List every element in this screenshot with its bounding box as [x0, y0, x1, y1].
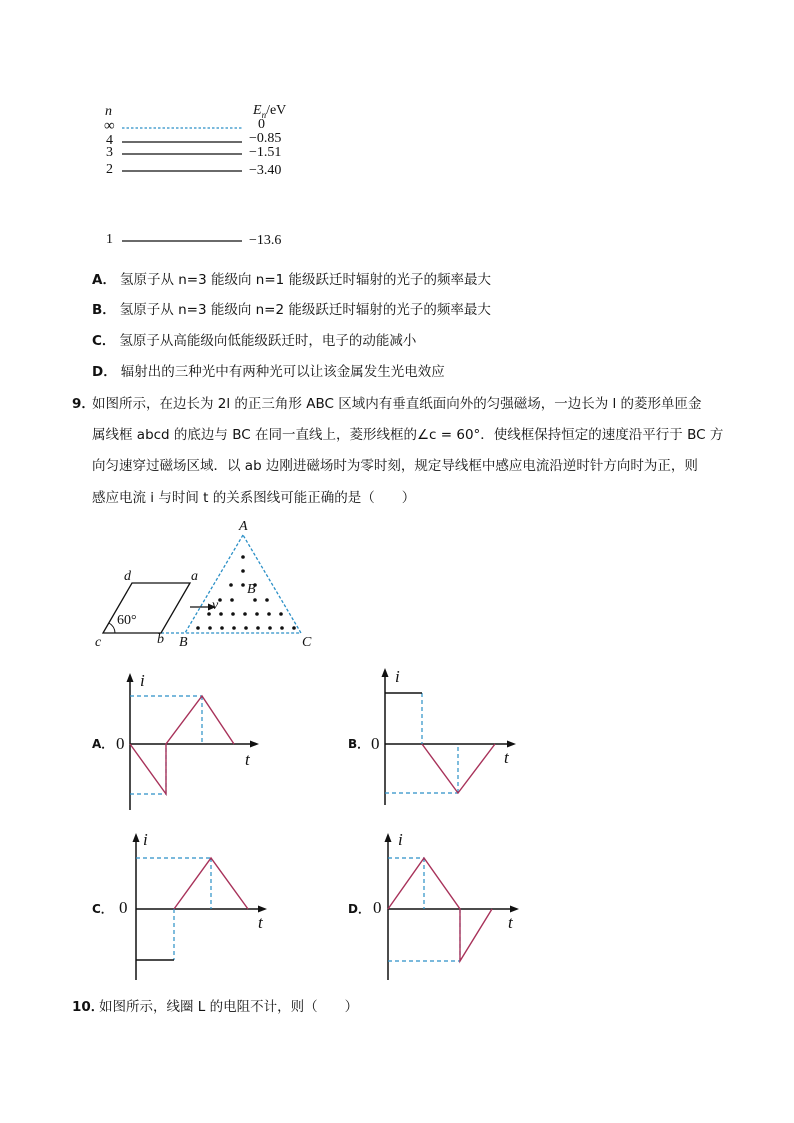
corner-a-label: a	[191, 569, 198, 584]
corner-d-label: d	[124, 569, 131, 584]
q8-option-c[interactable]	[92, 331, 416, 351]
graph-c-plot	[126, 830, 276, 985]
q8-option-b[interactable]	[92, 300, 491, 320]
level-n-2: 2	[106, 162, 113, 177]
q9-figure-drawing	[90, 520, 330, 655]
graph-d-i-label: i	[398, 830, 403, 849]
graph-c-i-label: i	[143, 830, 148, 849]
graph-c-origin: 0	[119, 898, 128, 917]
q9-line-3: 向匀速穿过磁场区域．以 ab 边刚进磁场时为零时刻，规定导线框中感应电流沿逆时针方向时为正，则	[92, 458, 698, 474]
q9-number: 9．	[72, 396, 95, 412]
graph-c-key: C．	[92, 902, 113, 916]
level-e-1: −13.6	[249, 233, 282, 248]
level-e-2: −3.40	[249, 163, 282, 178]
option-text: 氢原子从高能级向低能级跃迁时，电子的动能减小	[119, 333, 417, 349]
q9-line-4: 感应电流 i 与时间 t 的关系图线可能正确的是（ ）	[92, 490, 416, 506]
graph-b-i-label: i	[395, 667, 400, 686]
level-n-3: 3	[106, 145, 113, 160]
vertex-a-label: A	[239, 519, 248, 534]
option-key: A．	[92, 272, 116, 288]
option-text: 氢原子从 n=3 能级向 n=1 能级跃迁时辐射的光子的频率最大	[119, 272, 492, 288]
graph-b-key: B．	[348, 737, 370, 751]
level-e-inf: 0	[258, 117, 265, 132]
option-key: B．	[92, 302, 116, 318]
q10-number: 10．	[72, 999, 105, 1015]
corner-c-label: c	[95, 635, 102, 650]
level-n-1: 1	[106, 232, 113, 247]
velocity-label: v	[212, 598, 219, 613]
n-axis-label: n	[105, 104, 112, 119]
corner-b-label: b	[157, 632, 164, 647]
vertex-c-label: C	[302, 635, 312, 650]
graph-a-key: A．	[92, 737, 114, 751]
magnetic-field-dots	[196, 555, 296, 630]
level-e-4: −0.85	[249, 131, 282, 146]
q10-text: 如图所示，线圈 L 的电阻不计，则（ ）	[99, 999, 359, 1015]
option-key: D．	[92, 364, 117, 380]
graph-d-plot	[378, 830, 528, 985]
vertex-b-label: B	[179, 635, 188, 650]
graph-b-origin: 0	[371, 734, 380, 753]
option-key: C．	[92, 333, 116, 349]
angle-arc	[109, 623, 115, 633]
level-n-4: 4	[106, 133, 113, 148]
graph-d-origin: 0	[373, 898, 382, 917]
graph-a-plot	[120, 670, 270, 815]
graph-d-key: D．	[348, 902, 370, 916]
level-n-inf: ∞	[104, 118, 115, 134]
q8-option-d[interactable]	[92, 362, 445, 382]
graph-b-t-label: t	[504, 748, 509, 767]
option-text: 辐射出的三种光中有两种光可以让该金属发生光电效应	[120, 364, 445, 380]
q9-line-1: 如图所示，在边长为 2l 的正三角形 ABC 区域内有垂直纸面向外的匀强磁场，一边长为 l 的菱形单匝金	[92, 396, 702, 412]
graph-c-t-label: t	[258, 913, 263, 932]
q8-option-a[interactable]	[92, 270, 491, 290]
graph-a-origin: 0	[116, 734, 125, 753]
level-e-3: −1.51	[249, 145, 282, 160]
option-text: 氢原子从 n=3 能级向 n=2 能级跃迁时辐射的光子的频率最大	[119, 302, 491, 318]
energy-axis-label: $E_n/eV$	[253, 103, 287, 120]
field-b-label: B	[247, 582, 256, 597]
angle-label: 60°	[117, 613, 137, 628]
graph-a-t-label: t	[245, 750, 250, 769]
graph-b-plot	[375, 665, 525, 810]
graph-a-i-label: i	[140, 671, 145, 690]
graph-d-t-label: t	[508, 913, 513, 932]
q9-line-2: 属线框 abcd 的底边与 BC 在同一直线上，菱形线框的∠c = 60°．使线框保持恒定的速度沿平行于 BC 方	[92, 427, 724, 443]
